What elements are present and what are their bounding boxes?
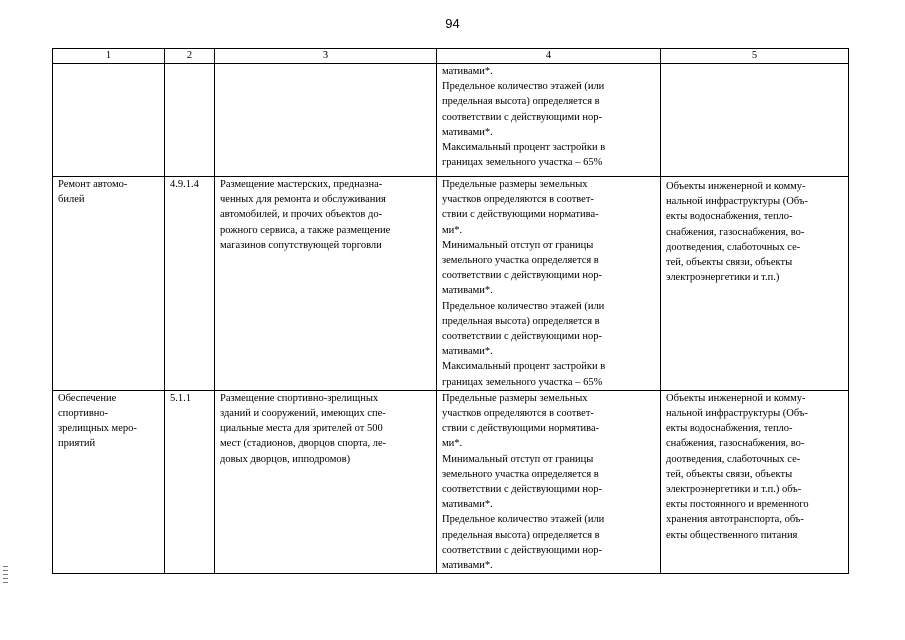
objects-cell [661,64,849,177]
header-col-1: 1 [53,49,165,64]
table-row [53,64,849,177]
parameters-cell [437,177,661,391]
use-description-cell [215,177,437,391]
use-description-cell [215,64,437,177]
edge-mark [3,574,8,575]
use-description: Размещение спортивно-зрелищных зданий и сооружений, имеющих спе- циальные места для зрителей от 500 мест (стадионов, дворцов спорта, ле- довых дворцов, ипподромов) [220,392,387,465]
use-name-cell [53,177,165,391]
objects-cell [661,177,849,391]
objects-text: Объекты инженерной и комму- нальной инфраструктуры (Объ- екты водоснабжения, тепло- снабжения, газоснабжения, во- доотведения, слаботочных се- тей, объекты связи, объекты электроэнергетики и т.п.) [666,181,808,284]
parameters-cell [437,390,661,573]
use-name-cell [53,390,165,573]
header-col-2: 2 [165,49,215,64]
objects-text: Объекты инженерной и комму- нальной инфраструктуры (Объ- екты водоснабжения, тепло- снабжения, газоснабжения, во- доотведения, слаботочных се- тей, объекты связи, объекты электроэнергетики и т.п.) объ- екты постоянного и временного хранения автотранспорта, объ- екты общественного питания [666,392,809,541]
scan-edge-marks [3,566,8,586]
use-code-cell [165,390,215,573]
parameters-cell [437,64,661,177]
use-code-cell [165,64,215,177]
use-description: Размещение мастерских, предназна- ченных для ремонта и обслуживания автомобилей, и прочих объектов до- рожного сервиса, а также размещение магазинов сопутствующей торговли [220,179,391,251]
header-row [53,49,849,64]
parameters-text: мативами*. Предельное количество этажей (или предельная высота) определяется в соответствии с действующими нор- мативами*. Максимальный процент застройки в границах земельного участка – 65% [442,66,606,169]
header-col-3: 3 [215,49,437,64]
edge-mark [3,566,8,567]
use-code: 4.9.1.4 [170,179,199,190]
use-code: 5.1.1 [170,392,191,404]
page-number: 94 [445,16,460,31]
use-name: Ремонт автомо- билей [58,179,128,206]
zoning-table [52,48,849,574]
edge-mark [3,570,8,571]
header-col-5: 5 [661,49,849,64]
use-description-cell [215,390,437,573]
table-row [53,390,849,573]
header-col-4: 4 [437,49,661,64]
use-name: Обеспечение спортивно- зрелищных меро- приятий [58,392,137,450]
use-code-cell [165,177,215,391]
parameters-text: Предельные размеры земельных участков определяются в соответ- ствии с действующими норматива- ми*. Минимальный отступ от границы земельного участка определяется в соответствии с действующими нор- мативами*. Предельное количество этажей (или предельная высота) определяется в соответствии с действующими нор- мативами*. Максимальный процент застройки в границах земельного участка – 65% [442,179,606,388]
edge-mark [3,578,8,579]
use-name-cell [53,64,165,177]
edge-mark [3,582,8,583]
objects-cell [661,390,849,573]
parameters-text: Предельные размеры земельных участков определяются в соответ- ствии с действующими нормятива- ми*. Минимальный отступ от границы земельного участка определяется в соответствии с действующими нор- мативами*. Предельное количество этажей (или предельная высота) определяется в соответствии с действующими нор- мативами*. [442,392,605,572]
table-row [53,177,849,391]
